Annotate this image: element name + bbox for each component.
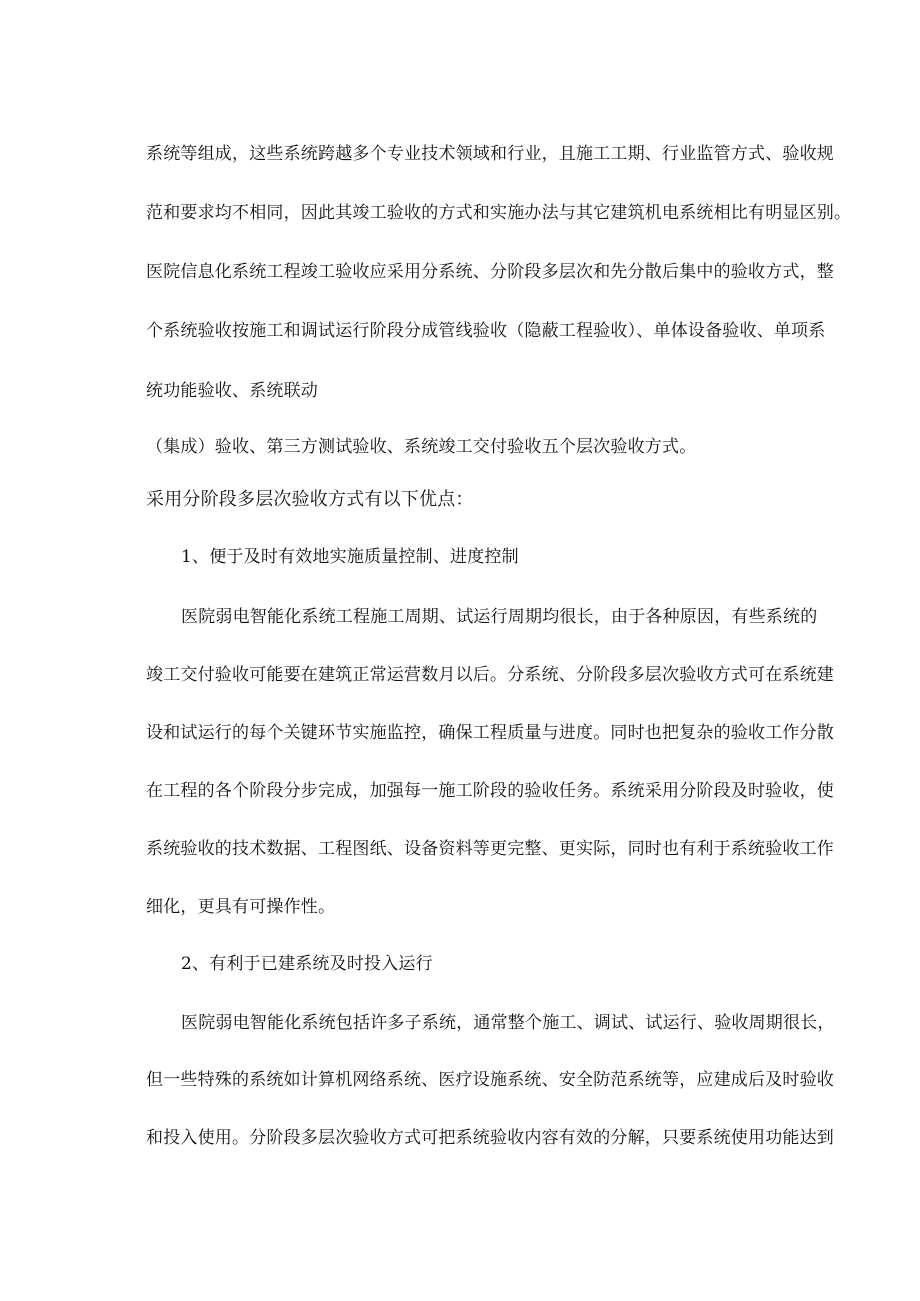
paragraph-line: （集成）验收、第三方测试验收、系统竣工交付验收五个层次验收方式。	[146, 437, 697, 457]
paragraph-line: 医院弱电智能化系统包括许多子系统，通常整个施工、调试、试运行、验收周期很长，	[181, 1013, 835, 1033]
paragraph-line: 个系统验收按施工和调试运行阶段分成管线验收（隐蔽工程验收）、单体设备验收、单项系	[146, 321, 826, 341]
paragraph-line: 在工程的各个阶段分步完成，加强每一施工阶段的验收任务。系统采用分阶段及时验收，使	[146, 781, 834, 801]
numbered-heading: 1、便于及时有效地实施质量控制、进度控制	[181, 547, 519, 567]
paragraph-line: 统功能验收、系统联动	[146, 381, 318, 401]
paragraph-line: 医院信息化系统工程竣工验收应采用分系统、分阶段多层次和先分散后集中的验收方式，整	[146, 262, 834, 282]
paragraph-line: 医院弱电智能化系统工程施工周期、试运行周期均很长，由于各种原因，有些系统的	[181, 607, 818, 627]
paragraph-line: 系统等组成，这些系统跨越多个专业技术领域和行业，且施工工期、行业监管方式、验收规	[146, 144, 834, 164]
numbered-heading: 2、有利于已建系统及时投入运行	[181, 954, 433, 974]
paragraph-line: 范和要求均不相同，因此其竣工验收的方式和实施办法与其它建筑机电系统相比有明显区别。	[146, 203, 852, 223]
paragraph-line: 但一些特殊的系统如计算机网络系统、医疗设施系统、安全防范系统等，应建成后及时验收	[146, 1070, 834, 1090]
paragraph-line: 细化，更具有可操作性。	[146, 897, 336, 917]
paragraph-line: 竣工交付验收可能要在建筑正常运营数月以后。分系统、分阶段多层次验收方式可在系统建	[146, 665, 834, 685]
paragraph-line: 和投入使用。分阶段多层次验收方式可把系统验收内容有效的分解，只要系统使用功能达到	[146, 1128, 834, 1148]
paragraph-line: 系统验收的技术数据、工程图纸、设备资料等更完整、更实际，同时也有利于系统验收工作	[146, 839, 834, 859]
paragraph-line: 设和试运行的每个关键环节实施监控，确保工程质量与进度。同时也把复杂的验收工作分散	[146, 723, 834, 743]
section-heading: 采用分阶段多层次验收方式有以下优点：	[146, 489, 474, 510]
